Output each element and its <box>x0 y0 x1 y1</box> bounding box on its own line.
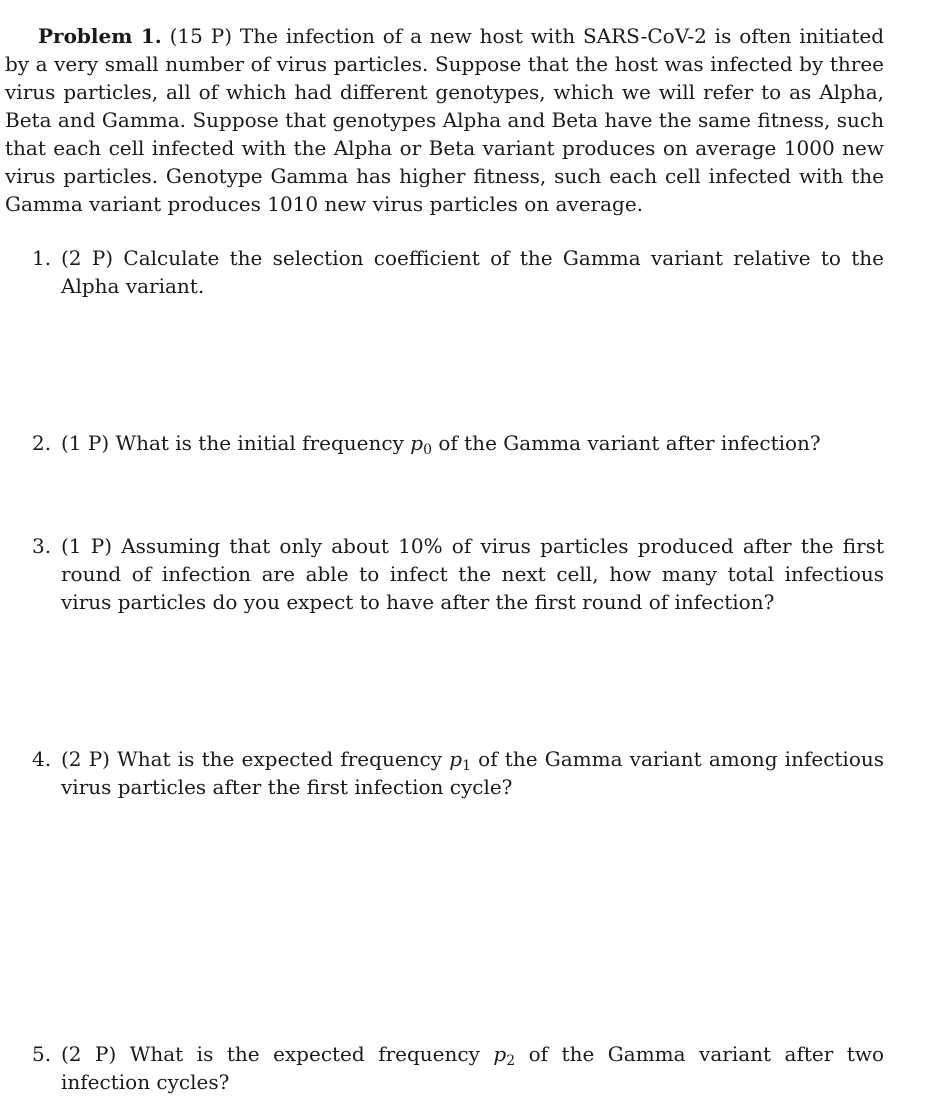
question-points: (1 P) <box>61 431 110 455</box>
question-number: 4. <box>32 747 52 771</box>
question-4 <box>32 745 884 801</box>
question-number: 2. <box>32 431 52 455</box>
frequency-variable: $p_2$ <box>493 1042 516 1069</box>
question-text-cont: of the Gamma variant among infectious virus particles after the first infection cycle? <box>61 747 885 799</box>
question-points: (2 P) <box>61 747 110 771</box>
question-text: What is the initial frequency <box>115 431 404 455</box>
question-points: (1 P) <box>61 534 112 558</box>
problem-points: (15 P) <box>169 24 233 48</box>
question-text: Assuming that only about 10% of virus particles produced after the first round of infection are able to infect the next cell, how many total infectious virus particles do you expect to have after the first round of infection? <box>61 534 884 614</box>
frequency-variable: $p_1$ <box>449 747 471 774</box>
question-3 <box>32 532 884 616</box>
question-1 <box>32 244 884 300</box>
question-number: 3. <box>32 534 52 558</box>
question-points: (2 P) <box>61 246 114 270</box>
question-text-cont: of the Gamma variant after infection? <box>438 431 821 455</box>
question-text: What is the expected frequency <box>129 1042 480 1066</box>
question-number: 1. <box>32 246 52 270</box>
question-number: 5. <box>32 1042 52 1066</box>
frequency-variable: $p_0$ <box>410 431 432 458</box>
question-text-cont: of the Gamma variant after two infection cycles? <box>61 1042 885 1094</box>
question-5 <box>32 1040 884 1096</box>
problem-intro-text: The infection of a new host with SARS-CoV-2 is often initiated by a very small number of virus particles. Suppose that the host was infected by three virus particles, all of which had different genotypes, which we will refer to as Alpha, Beta and Gamma. Suppose that genotypes Alpha and Beta have the same fitness, such that each cell infected with the Alpha or Beta variant produces on average 1000 new virus particles. Genotype Gamma has higher fitness, such each cell infected with the Gamma variant produces 1010 new virus particles on average. <box>5 24 884 216</box>
question-text: Calculate the selection coefficient of the Gamma variant relative to the Alpha variant. <box>61 246 884 298</box>
question-text: What is the expected frequency <box>117 747 443 771</box>
question-points: (2 P) <box>61 1042 117 1066</box>
problem-heading: Problem 1. <box>38 24 162 48</box>
question-2 <box>32 429 884 457</box>
problem-intro <box>5 22 884 218</box>
